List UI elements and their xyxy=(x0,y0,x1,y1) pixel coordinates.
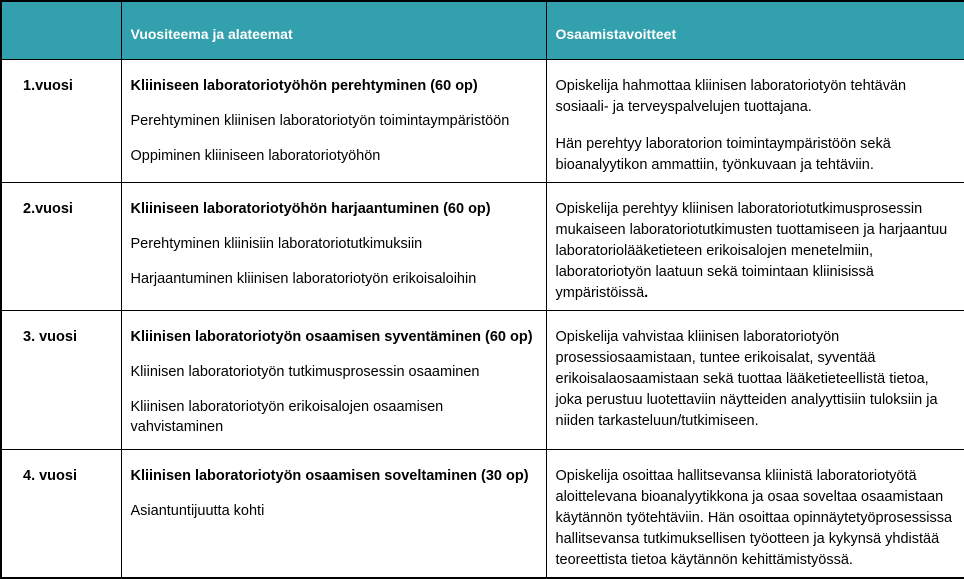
goal-paragraph: Opiskelija osoittaa hallitsevansa kliinistä laboratoriotyötä aloittelevana bioanalyytikkona ja osaa soveltaa osaamistaan käytännön työtehtäviin. Hän osoittaa opinnäytetyöprosessissa hallitsevansa tutkimuksellisen työotteen ja kykynsä yhdistää teoreettista tietoa käytännön kehittämistyössä. xyxy=(555,467,953,568)
theme-cell xyxy=(121,449,546,578)
header-cell-empty xyxy=(1,1,121,59)
goals-cell xyxy=(546,449,964,578)
subtheme: Harjaantuminen kliinisen laboratoriotyön erikoisaloihin xyxy=(130,270,477,287)
theme-cell xyxy=(121,310,546,449)
goal-paragraph: Opiskelija perehtyy kliinisen laboratoriotutkimusprosessin mukaiseen laboratoriotutkimusten tuottamiseen ja harjaantuu laboratoriolääketieteen erikoisalojen menetelmiin, laboratoriotyön laatuun sekä toimintaan kliinisissä ympäristöissä. xyxy=(555,200,948,301)
year-label: 2.vuosi xyxy=(1,182,121,310)
year-label: 1.vuosi xyxy=(1,59,121,182)
header-cell-goals: Osaamistavoitteet xyxy=(546,1,964,59)
theme-title: Kliiniseen laboratoriotyöhön perehtyminen (60 op) xyxy=(130,77,478,94)
theme-cell xyxy=(121,182,546,310)
subtheme: Kliinisen laboratoriotyön erikoisalojen osaamisen vahvistaminen xyxy=(130,398,444,435)
year-label: 3. vuosi xyxy=(1,310,121,449)
goals-cell xyxy=(546,182,964,310)
goal-paragraph: Hän perehtyy laboratorion toimintaympäristöön sekä bioanalyytikon ammattiin, työnkuvaan ja tehtäviin. xyxy=(555,135,891,173)
subtheme: Oppiminen kliiniseen laboratoriotyöhön xyxy=(130,147,381,164)
table-header-row xyxy=(1,1,964,59)
theme-title: Kliinisen laboratoriotyön osaamisen soveltaminen (30 op) xyxy=(130,467,529,484)
table-row-year-3 xyxy=(1,310,964,449)
table-row-year-2 xyxy=(1,182,964,310)
theme-title: Kliinisen laboratoriotyön osaamisen syventäminen (60 op) xyxy=(130,328,533,345)
year-label: 4. vuosi xyxy=(1,449,121,578)
table-row-year-4 xyxy=(1,449,964,578)
goals-cell xyxy=(546,59,964,182)
goal-paragraph: Opiskelija hahmottaa kliinisen laboratoriotyön tehtävän sosiaali- ja terveyspalvelujen tuottajana. xyxy=(555,77,907,115)
bold-period: . xyxy=(644,284,649,301)
goal-paragraph: Opiskelija vahvistaa kliinisen laboratoriotyön prosessiosaamistaan, tuntee erikoisalat, syventää erikoisalaosaamistaan sekä tuottaa lääketieteellistä tietoa, joka perustuu luotettaviin näytteiden analyyttisiin tuloksiin ja niiden tarkasteluun/tutkimiseen. xyxy=(555,328,938,429)
header-cell-theme: Vuositeema ja alateemat xyxy=(121,1,546,59)
table-row-year-1 xyxy=(1,59,964,182)
theme-title: Kliiniseen laboratoriotyöhön harjaantuminen (60 op) xyxy=(130,200,491,217)
subtheme: Perehtyminen kliinisiin laboratoriotutkimuksiin xyxy=(130,235,423,252)
subtheme: Kliinisen laboratoriotyön tutkimusprosessin osaaminen xyxy=(130,363,480,380)
theme-cell xyxy=(121,59,546,182)
subtheme: Perehtyminen kliinisen laboratoriotyön toimintaympäristöön xyxy=(130,112,510,129)
subtheme: Asiantuntijuutta kohti xyxy=(130,502,265,519)
goals-cell xyxy=(546,310,964,449)
